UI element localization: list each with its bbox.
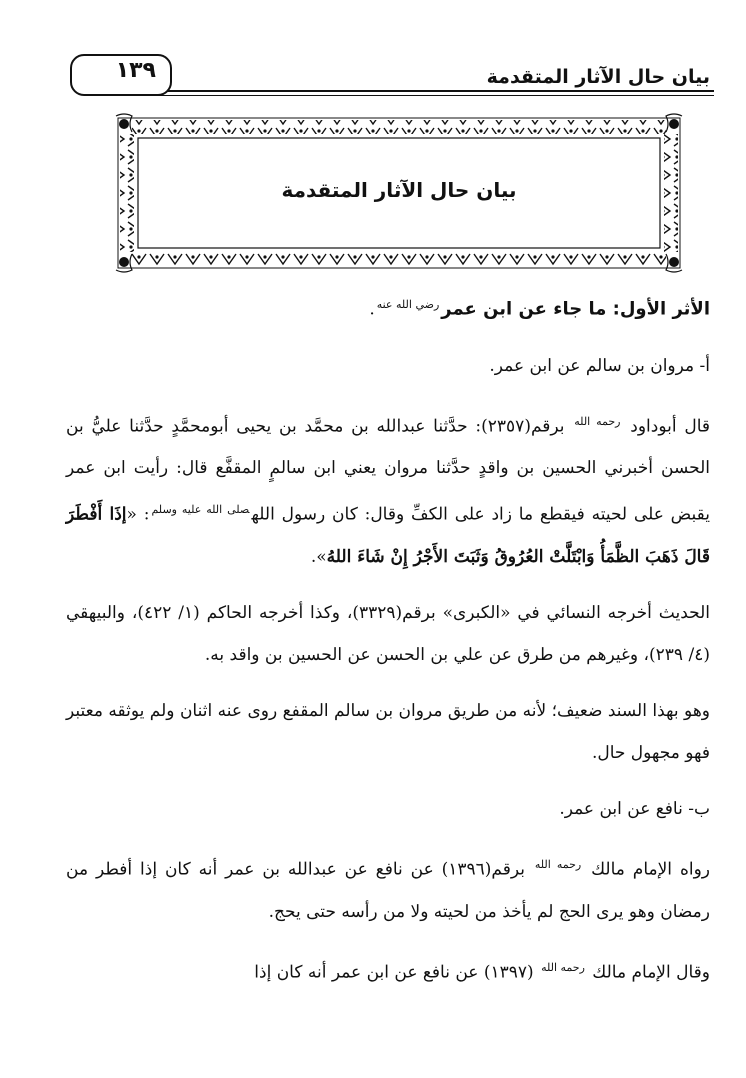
chapter-ornament-frame — [112, 112, 686, 274]
athar-heading-text: الأثر الأول: ما جاء عن ابن عمر — [441, 298, 710, 320]
p1-lead: قال أبوداود — [630, 416, 710, 437]
page-number: ١٣٩ — [115, 58, 156, 83]
p4-lead: رواه الإمام مالك — [591, 859, 710, 880]
athar-heading-end: . — [369, 299, 375, 320]
radiya-allah-anhu-honorific: رضي الله عنه — [376, 298, 440, 311]
header-rule-thin — [130, 95, 714, 96]
p1-quote-close: ». — [310, 546, 327, 567]
salla-allah-honorific: صلى الله عليه وسلم — [151, 503, 250, 517]
page-body — [66, 284, 710, 1007]
route-a-heading: أ- مروان بن سالم عن ابن عمر. — [489, 355, 710, 376]
p1-quote-open: : « — [126, 504, 150, 525]
paragraph-malik-2 — [66, 947, 710, 994]
athar-heading — [66, 284, 710, 331]
p5-text: (١٣٩٧) عن نافع عن ابن عمر أنه كان إذا — [254, 962, 534, 983]
p5-lead: وقال الإمام مالك — [592, 962, 710, 983]
running-header — [70, 48, 714, 100]
paragraph-abu-dawud — [66, 401, 710, 578]
paragraph-malik-1 — [66, 844, 710, 933]
header-rule — [130, 90, 714, 92]
rahimahullah-honorific: رحمه الله — [541, 960, 585, 974]
p1-isnad: برقم(٢٣٥٧): حدَّثنا عبدالله بن محمَّد بن يحيى أبومحمَّدٍ حدَّثنا عليُّ بن الحسن أخبرني الحسين بن واقدٍ حدَّثنا مروان يعني ابن سالمٍ المقفَّع قال: رأيت ابن عمر يقبض على لحيته فيقطع ما زاد على الكفِّ وقال: كان رسول الله — [66, 416, 710, 525]
paragraph-takhrij: الحديث أخرجه النسائي في «الكبرى» برقم(٣٣٢٩)، وكذا أخرجه الحاكم (١/ ٤٢٢)، والبيهقي (٤/ ٢٣٩)، وغيرهم من طرق عن علي بن الحسن عن الحسين بن واقد به. — [66, 602, 710, 665]
chapter-title: بيان حال الآثار المتقدمة — [281, 178, 517, 202]
rahimahullah-honorific: رحمه الله — [534, 857, 582, 871]
running-title: بيان حال الآثار المتقدمة — [486, 66, 710, 88]
route-b-heading: ب- نافع عن ابن عمر. — [559, 798, 710, 819]
rahimahullah-honorific: رحمه الله — [574, 414, 621, 428]
p4-text: برقم(١٣٩٦) عن نافع عن عبدالله بن عمر أنه كان إذا أفطر من رمضان وهو يرى الحج لم يأخذ من لحيته ولا من رأسه حتى يحج. — [66, 859, 710, 922]
page-number-box — [70, 54, 172, 96]
hadith-text: إذَا أَفْطَرَ قَالَ ذَهَبَ الظَّمَأُ وَابْتَلَّتْ العُرُوقُ وَثَبَتَ الأَجْرُ إِنْ شَاءَ اللهُ — [66, 504, 710, 567]
paragraph-hukm: وهو بهذا السند ضعيف؛ لأنه من طريق مروان بن سالم المقفع روى عنه اثنان ولم يوثقه معتبر فهو مجهول حال. — [66, 700, 710, 763]
